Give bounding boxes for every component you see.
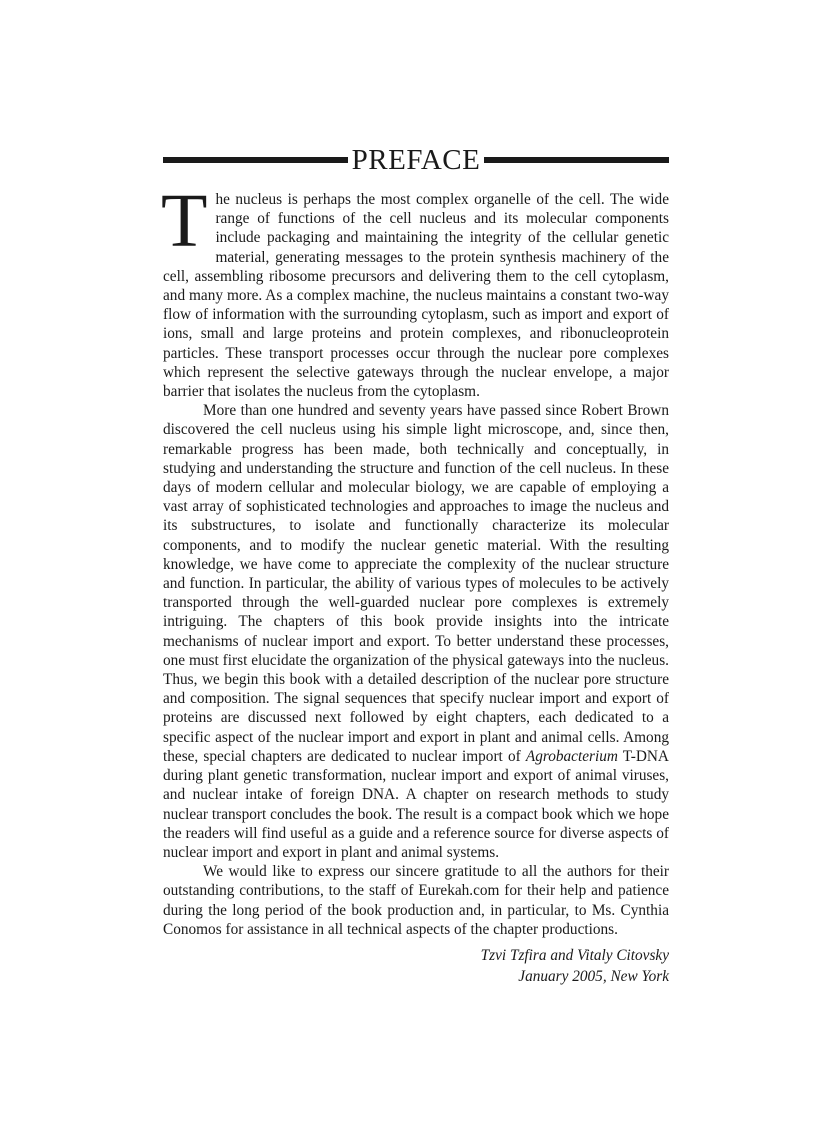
left-rule	[163, 157, 348, 163]
signature	[163, 945, 669, 987]
right-rule	[484, 157, 669, 163]
signature-authors: Tzvi Tzfira and Vitaly Citovsky	[480, 946, 669, 964]
page-title: PREFACE	[351, 144, 481, 176]
paragraph-1-text: he nucleus is perhaps the most complex organelle of the cell. The wide range of functions of the cell nucleus and its molecular components include packaging and maintaining the integrity of the cellular genetic material, generating messages to the protein synthesis machinery of the cell, assembling ribosome precursors and delivering them to the cell cytoplasm, and many more. As a complex machine, the nucleus maintains a constant two-way flow of information with the surrounding cytoplasm, such as import and export of ions, small and large proteins and protein complexes, and ribonucleoprotein particles. These transport processes occur through the nuclear pore complexes which represent the selective gateways through the nuclear envelope, a major barrier that isolates the nucleus from the cytoplasm.	[163, 191, 669, 401]
preface-body	[161, 179, 669, 939]
paragraph-3-text: We would like to express our sincere gratitude to all the authors for their outstanding contributions, to the staff of Eurekah.com for their help and patience during the long period of the book production and, in particular, to Ms. Cynthia Conomos for assistance in all technical aspects of the chapter productions.	[163, 863, 669, 938]
paragraph-3	[163, 862, 669, 939]
paragraph-1	[161, 179, 669, 401]
paragraph-2-text-b: T-DNA during plant genetic transformation, nuclear import and export of animal viruses, and nuclear intake of foreign DNA. A chapter on research methods to study nuclear transport concludes the book. The result is a compact book which we hope the readers will find useful as a guide and a reference source for diverse aspects of nuclear import and export in plant and animal systems.	[163, 747, 669, 861]
preface-page	[163, 140, 669, 987]
paragraph-2-italic: Agrobacterium	[525, 747, 618, 765]
signature-date-place: January 2005, New York	[518, 967, 669, 985]
heading-row	[163, 140, 669, 180]
drop-cap: T	[161, 179, 208, 263]
paragraph-2	[163, 401, 669, 862]
paragraph-2-text-a: More than one hundred and seventy years have passed since Robert Brown discovered the cell nucleus using his simple light microscope, and, since then, remarkable progress has been made, both technically and conceptually, in studying and understanding the structure and function of the cell nucleus. In these days of modern cellular and molecular biology, we are capable of employing a vast array of sophisticated technologies and approaches to image the nucleus and its substructures, to isolate and functionally characterize its molecular components, and to modify the nuclear genetic material. With the resulting knowledge, we have come to appreciate the complexity of the nuclear structure and function. In particular, the ability of various types of molecules to be actively transported through the well-guarded nuclear pore complexes is extremely intriguing. The chapters of this book provide insights into the intricate mechanisms of nuclear import and export. To better understand these processes, one must first elucidate the organization of the physical gateways into the nucleus. Thus, we begin this book with a detailed description of the nuclear pore structure and composition. The signal sequences that specify nuclear import and export of proteins are discussed next followed by eight chapters, each dedicated to a specific aspect of the nuclear import and export in plant and animal cells. Among these, special chapters are dedicated to nuclear import of	[163, 402, 669, 765]
